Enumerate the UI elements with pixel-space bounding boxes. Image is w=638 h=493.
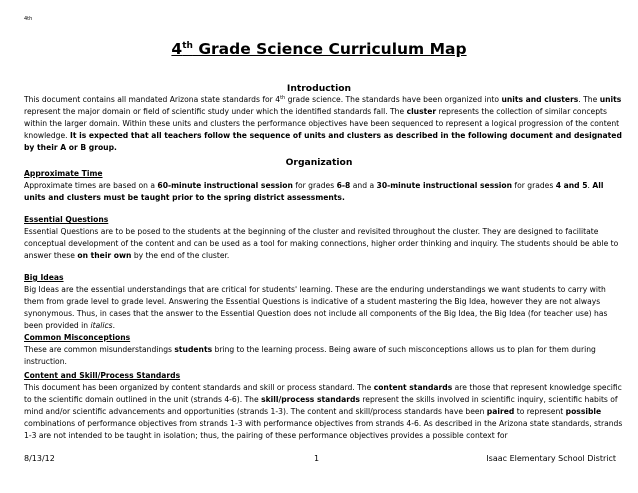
approximate-time-title: Approximate Time [24,169,103,178]
common-misconceptions-title: Common Misconceptions [24,333,131,342]
common-misconceptions-section: Common Misconceptions These are common misunderstandings students bring to the learning process. Being aware of such misconceptions allows us to plan for them during instruction. [24,332,624,368]
introduction-heading: Introduction [286,83,352,94]
essential-questions-section: Essential Questions Essential Questions are to be posed to the students at the beginning of the cluster and revisited throughout the cluster. They are designed to facilitate conceptual development of the content and can be used as a tool for making connections, higher order thinking and inquiry. The students should be able to answer these on their own by the end of the cluster. [24,214,624,262]
header-grade-label: 4th [24,16,33,22]
footer-date: 8/13/12 [24,454,55,463]
organization-heading: Organization [285,157,353,168]
approximate-time-section: Approximate Time Approximate times are based on a 60-minute instructional session for grades 6-8 and a 30-minute instructional session for grades 4 and 5. All units and clusters must be taught prior to the spring district assessments. [24,168,624,204]
big-ideas-section: Big Ideas Big Ideas are the essential understandings that are critical for students' learning. These are the enduring understandings we want students to carry with them from grade level to grade level. Answering the Essential Questions is indicative of a student mastering the Big Idea, however they are not always synonymous. Thus, in cases that the answer to the Essential Question does not include all components of the Big Idea, the Big Idea (for teacher use) has been provided in italics. [24,272,624,332]
content-skill-standards-section: Content and Skill/Process Standards This document has been organized by content standards and skill or process standard. The content standards are those that represent knowledge specific to the scientific domain outlined in the unit (strands 4-6). The skill/process standards represent the skills involved in scientific inquiry, scientific habits of mind and/or scientific advancements and opportunities (strands 1-3). The content and skill/process standards have been paired to represent possible combinations of performance objectives from strands 1-3 with performance objectives from strands 4-6. As described in the Arizona state standards, strands 1-3 are not intended to be taught in isolation; thus, the pairing of these performance objectives provides a possible context for [24,371,623,440]
footer-district: Isaac Elementary School District [486,454,616,463]
footer-page-number: 1 [314,454,320,463]
content-skill-standards-title: Content and Skill/Process Standards [24,371,181,380]
big-ideas-title: Big Ideas [24,273,64,282]
page-title: 4th Grade Science Curriculum Map [171,40,467,58]
introduction-paragraph: This document contains all mandated Arizona state standards for 4th grade science. The standards have been organized into units and clusters. The units represent the major domain or field of scientific study under which the identified standards fall. The cluster represents the collection of similar concepts within the larger domain. Within these units and clusters the performance objectives have been sequenced to represent a logical progression of the content knowledge. It is expected that all teachers follow the sequence of units and clusters as described in the following document and designated by their A or B group. [24,95,622,152]
essential-questions-title: Essential Questions [24,215,109,224]
